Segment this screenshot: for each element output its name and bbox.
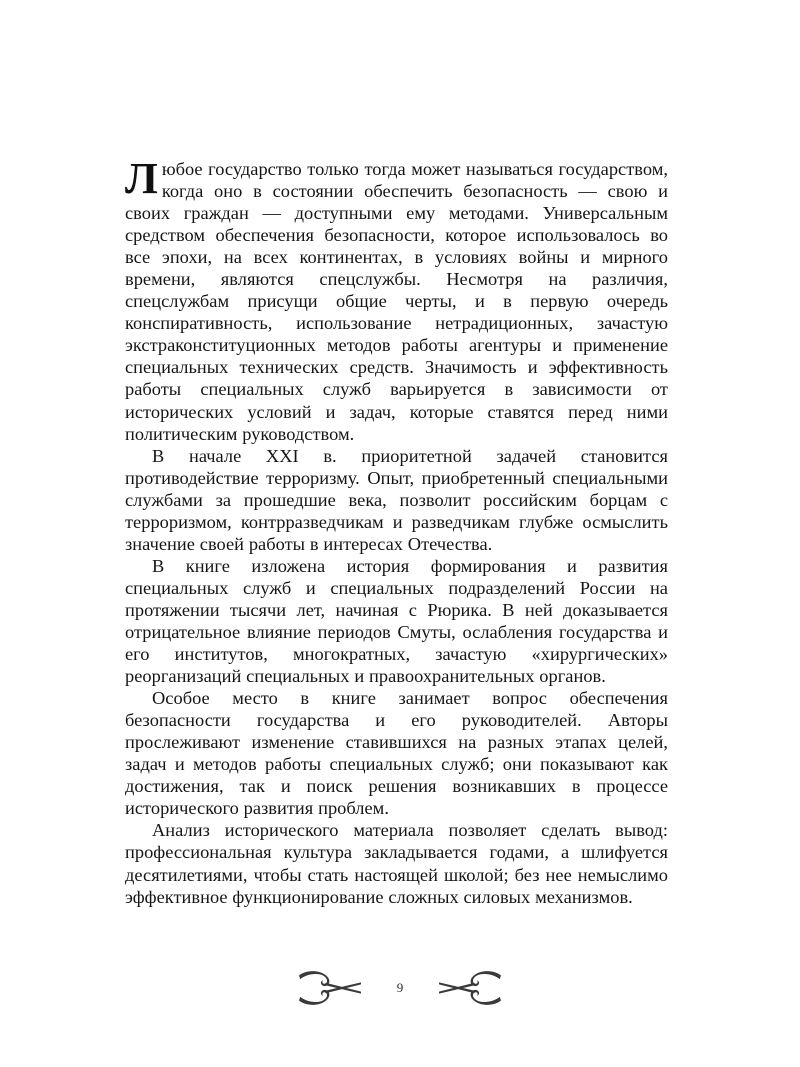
- paragraph-4: Особое место в книге занимает вопрос обеспечения безопасности государства и его руководителей. Авторы прослеживают изменение ставившихся на разных этапах целей, задач и методов работы специальных служб; они показывают как достижения, так и поиск решения возникавших в процессе исторического развития проблем.: [125, 688, 668, 819]
- page-footer: [0, 965, 800, 1011]
- paragraph-1: [125, 154, 668, 445]
- paragraph-3: В книге изложена история формирования и развития специальных служб и специальных подразделений России на протяжении тысячи лет, начиная с Рюрика. В ней доказывается отрицательное влияние периодов Смуты, ослабления государства и его институтов, многократных, зачастую «хирургических» реорганизаций специальных и правоохранительных органов.: [125, 555, 668, 687]
- flourish-ornament-right-icon: [423, 968, 509, 1008]
- flourish-ornament-left-icon: [291, 968, 377, 1008]
- paragraph-5: Анализ исторического материала позволяет сделать вывод: профессиональная культура закладывается годами, а шлифуется десятилетиями, чтобы стать настоящей школой; без нее немыслимо эффективное функционирование сложных силовых механизмов.: [125, 820, 668, 907]
- paragraph-1-text: юбое государство только тогда может называться государством, когда оно в состоянии обеспечить безопасность — свою и своих граждан — доступными ему методами. Универсальным средством обеспечения безопасности, которое использовалось во все эпохи, на всех континентах, в условиях войны и мирного времени, являются спецслужбы. Несмотря на различия, спецслужбам присущи общие черты, и в первую очередь конспиративность, использование нетрадиционных, зачастую экстраконституционных методов работы агентуры и применение специальных технических средств. Значимость и эффективность работы специальных служб варьируется в зависимости от исторических условий и задач, которые ставятся перед ними политическим руководством.: [125, 159, 668, 444]
- paragraph-2: В начале XXI в. приоритетной задачей становится противодействие терроризму. Опыт, приобретенный специальными службами за прошедшие века, позволит российским борцам с терроризмом, контрразведчикам и разведчикам глубже осмыслить значение своей работы в интересах Отечества.: [125, 445, 668, 554]
- page-text-block: [125, 154, 668, 908]
- drop-cap-letter: Л: [125, 154, 158, 203]
- page-number: 9: [396, 980, 404, 995]
